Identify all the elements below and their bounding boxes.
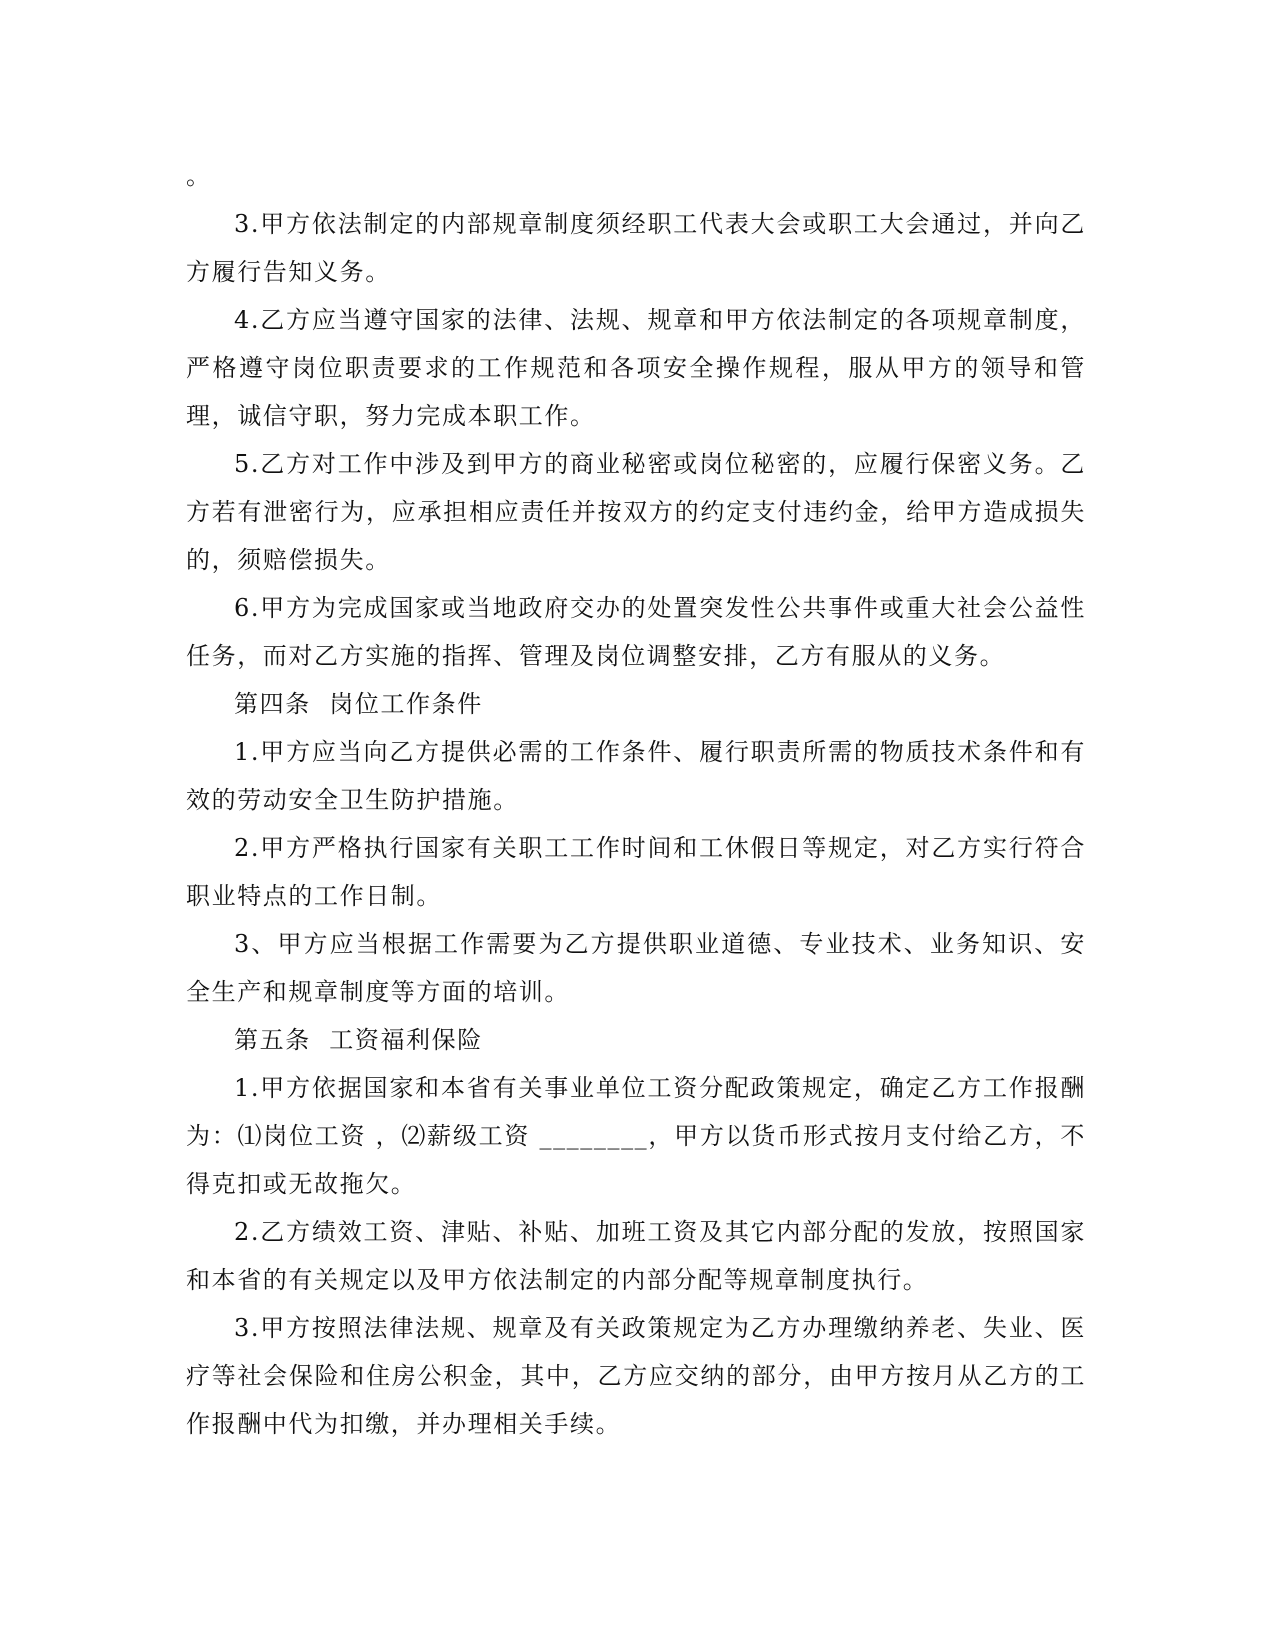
clause-5-confidentiality: 5.乙方对工作中涉及到甲方的商业秘密或岗位秘密的，应履行保密义务。乙方若有泄密行为，应承担相应责任并按双方的约定支付违约金，给甲方造成损失的，须赔偿损失。 (186, 450, 1086, 574)
article-4-clause-2: 2.甲方严格执行国家有关职工工作时间和工休假日等规定，对乙方实行符合职业特点的工作日制。 (186, 834, 1086, 910)
clause-3-internal-rules: 3.甲方依法制定的内部规章制度须经职工代表大会或职工大会通过，并向乙方履行告知义务。 (186, 210, 1086, 286)
clause-4-compliance: 4.乙方应当遵守国家的法律、法规、规章和甲方依法制定的各项规章制度，严格遵守岗位职责要求的工作规范和各项安全操作规程，服从甲方的领导和管理，诚信守职，努力完成本职工作。 (186, 306, 1086, 430)
article-4-heading: 第四条 岗位工作条件 (234, 690, 483, 718)
article-5-heading: 第五条 工资福利保险 (234, 1026, 483, 1054)
article-5-clause-2: 2.乙方绩效工资、津贴、补贴、加班工资及其它内部分配的发放，按照国家和本省的有关规定以及甲方依法制定的内部分配等规章制度执行。 (186, 1218, 1086, 1294)
document-body (186, 152, 1086, 1448)
article-4-clause-3: 3、甲方应当根据工作需要为乙方提供职业道德、专业技术、业务知识、安全生产和规章制度等方面的培训。 (186, 930, 1086, 1006)
article-5-clause-3: 3.甲方按照法律法规、规章及有关政策规定为乙方办理缴纳养老、失业、医疗等社会保险和住房公积金，其中，乙方应交纳的部分，由甲方按月从乙方的工作报酬中代为扣缴，并办理相关手续。 (186, 1314, 1086, 1438)
paragraph-fragment: 。 (186, 162, 212, 190)
article-5-clause-1: 1.甲方依据国家和本省有关事业单位工资分配政策规定，确定乙方工作报酬为：⑴岗位工资 ，⑵薪级工资 ________，甲方以货币形式按月支付给乙方，不得克扣或无故拖欠。 (186, 1074, 1086, 1198)
article-4-clause-1: 1.甲方应当向乙方提供必需的工作条件、履行职责所需的物质技术条件和有效的劳动安全卫生防护措施。 (186, 738, 1086, 814)
clause-6-public-emergency: 6.甲方为完成国家或当地政府交办的处置突发性公共事件或重大社会公益性任务，而对乙方实施的指挥、管理及岗位调整安排，乙方有服从的义务。 (186, 594, 1086, 670)
